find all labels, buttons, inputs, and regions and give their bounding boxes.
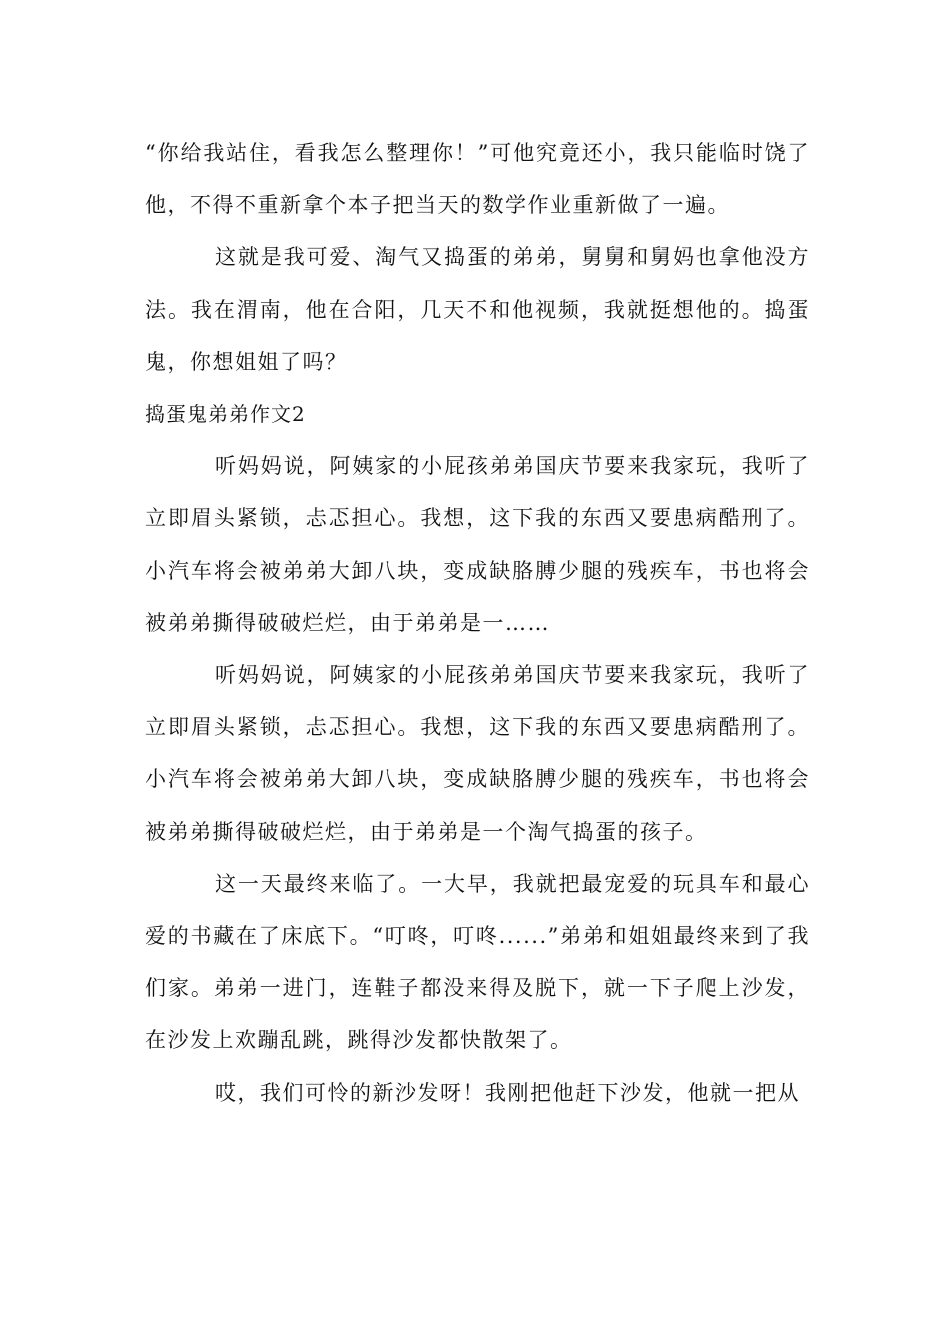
paragraph-3: 听妈妈说，阿姨家的小屁孩弟弟国庆节要来我家玩，我听了立即眉头紧锁，忐忑担心。我想，这下我的东西又要患病酷刑了。小汽车将会被弟弟大卸八块，变成缺胳膊少腿的残疾车，书也将会被弟弟撕得破破烂烂，由于弟弟是一……: [145, 454, 810, 635]
paragraph-4: 听妈妈说，阿姨家的小屁孩弟弟国庆节要来我家玩，我听了立即眉头紧锁，忐忑担心。我想，这下我的东西又要患病酷刑了。小汽车将会被弟弟大卸八块，变成缺胳膊少腿的残疾车，书也将会被弟弟撕得破破烂烂，由于弟弟是一个淘气捣蛋的孩子。: [145, 663, 810, 844]
paragraph-1: “你给我站住，看我怎么整理你！”可他究竟还小，我只能临时饶了他，不得不重新拿个本子把当天的数学作业重新做了一遍。: [145, 141, 810, 218]
paragraph-5: 这一天最终来临了。一大早，我就把最宠爱的玩具车和最心爱的书藏在了床底下。“叮咚，叮咚......”弟弟和姐姐最终来到了我们家。弟弟一进门，连鞋子都没来得及脱下，就一下子爬上沙发，在沙发上欢蹦乱跳，跳得沙发都快散架了。: [145, 871, 810, 1053]
document-body: [145, 127, 810, 1119]
section-heading: 捣蛋鬼弟弟作文2: [145, 402, 306, 427]
paragraph-2: 这就是我可爱、淘气又捣蛋的弟弟，舅舅和舅妈也拿他没方法。我在渭南，他在合阳，几天不和他视频，我就挺想他的。捣蛋鬼，你想姐姐了吗？: [145, 245, 810, 374]
paragraph-6: 哎，我们可怜的新沙发呀！我刚把他赶下沙发，他就一把从: [215, 1080, 800, 1105]
